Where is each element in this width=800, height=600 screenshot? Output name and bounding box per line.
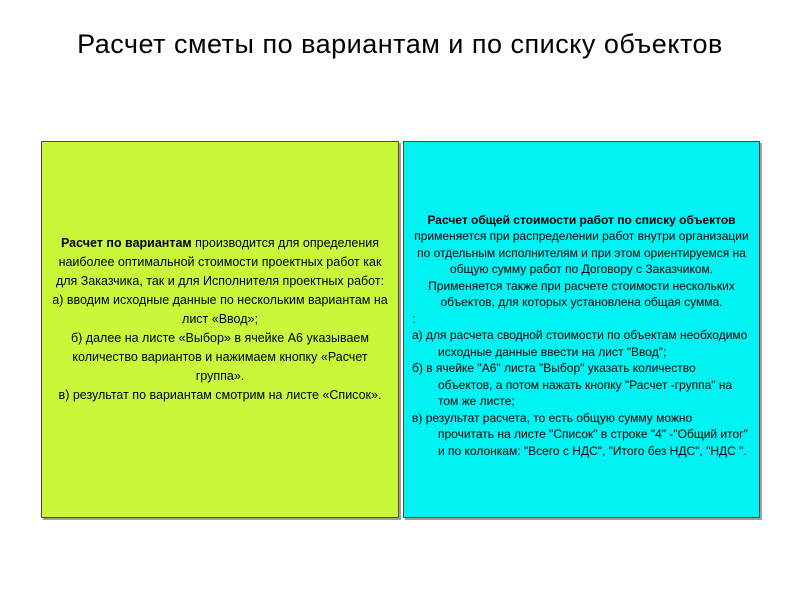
variants-item-b: б) далее на листе «Выбор» в ячейке А6 указываем количество вариантов и нажимаем кнопку «Расчет группа». <box>71 331 369 383</box>
slide-title: Расчет сметы по вариантам и по списку объектов <box>77 29 723 59</box>
object-list-lead-rest: применяется при распределении работ внутри организации по отдельным исполнителям и при этом ориентируемся на общую сумму работ по Договору с Заказчиком. Применяется также при расчете стоимости нескольких объектов, для которых установлена общая сумма. <box>414 229 749 310</box>
variants-lead-bold: Расчет по вариантам <box>61 236 192 250</box>
variants-calculation-box <box>41 141 399 518</box>
object-list-lead-bold: Расчет общей стоимости работ по списку объектов <box>427 212 736 227</box>
object-list-item-b: б) в ячейке "А6" листа "Выбор" указать количество объектов, а потом нажать кнопку "Расчет -группа" на том же листе; <box>412 361 733 409</box>
object-list-item-a: а) для расчета сводной стоимости по объектам необходимо исходные данные ввести на лист "Ввод"; <box>412 328 748 359</box>
variants-lead-paragraph <box>52 234 388 291</box>
object-list-colon-line: : <box>412 311 416 326</box>
variants-lead-rest: производится для определения наиболее оптимальной стоимости проектных работ как для Заказчика, так и для Исполнителя проектных работ: <box>55 236 385 288</box>
object-list-calculation-box <box>403 141 760 518</box>
variants-item-v: в) результат по вариантам смотрим на листе «Список». <box>58 388 382 402</box>
object-list-item-v: в) результат расчета, то есть общую сумму можно прочитать на листе "Список" в строке "4" -"Общий итог" и по колонкам: "Всего с НДС", "Итого без НДС", "НДС ". <box>412 410 748 458</box>
object-list-lead-paragraph <box>412 212 751 311</box>
variants-item-a: а) вводим исходные данные по нескольким вариантам на лист «Ввод»; <box>52 293 388 326</box>
